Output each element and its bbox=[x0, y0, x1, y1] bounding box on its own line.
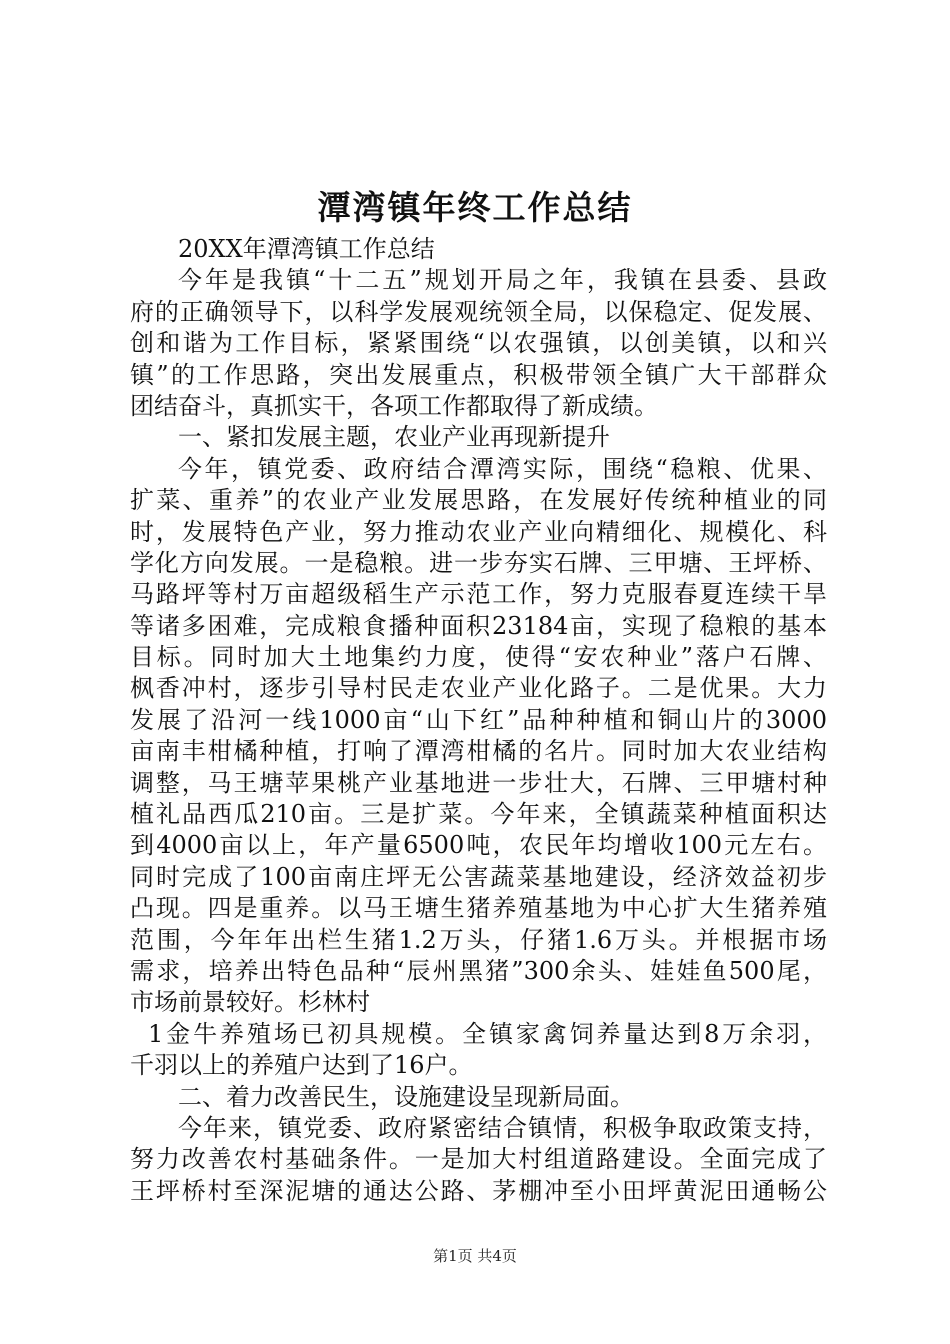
paragraph-line: 镇”的工作思路，突出发展重点，积极带领全镇广大干部群众 bbox=[130, 360, 827, 389]
paragraph-line: 亩南丰柑橘种植，打响了潭湾柑橘的名片。同时加大农业结构 bbox=[130, 737, 827, 766]
paragraph-line: 1金牛养殖场已初具规模。全镇家禽饲养量达到8万余羽， bbox=[148, 1019, 827, 1048]
paragraph-line: 市场前景较好。杉林村 bbox=[130, 988, 370, 1017]
paragraph-line: 今年，镇党委、政府结合潭湾实际，围绕“稳粮、优果、 bbox=[178, 454, 827, 483]
paragraph-line: 等诸多困难，完成粮食播种面积23184亩，实现了稳粮的基本 bbox=[130, 611, 827, 640]
paragraph-line: 枫香冲村，逐步引导村民走农业产业化路子。二是优果。大力 bbox=[130, 674, 827, 703]
paragraph-line: 时，发展特色产业，努力推动农业产业向精细化、规模化、科 bbox=[130, 517, 827, 546]
paragraph-line: 植礼品西瓜210亩。三是扩菜。今年来，全镇蔬菜种植面积达 bbox=[130, 800, 827, 829]
paragraph-line: 今年是我镇“十二五”规划开局之年，我镇在县委、县政 bbox=[178, 266, 827, 295]
subtitle-line: 20XX年潭湾镇工作总结 bbox=[178, 235, 435, 263]
paragraph-line: 创和谐为工作目标，紧紧围绕“以农强镇，以创美镇，以和兴 bbox=[130, 329, 827, 358]
paragraph-line: 范围，今年年出栏生猪1.2万头，仔猪1.6万头。并根据市场 bbox=[130, 925, 827, 954]
paragraph-line: 今年来，镇党委、政府紧密结合镇情，积极争取政策支持， bbox=[178, 1113, 827, 1142]
paragraph-line: 千羽以上的养殖户达到了16户。 bbox=[130, 1051, 473, 1080]
paragraph-line: 团结奋斗，真抓实干，各项工作都取得了新成绩。 bbox=[130, 391, 658, 420]
paragraph-line: 同时完成了100亩南庄坪无公害蔬菜基地建设，经济效益初步 bbox=[130, 862, 827, 891]
paragraph-line: 王坪桥村至深泥塘的通达公路、茅棚冲至小田坪黄泥田通畅公 bbox=[130, 1176, 827, 1205]
document-title: 潭湾镇年终工作总结 bbox=[317, 188, 633, 227]
section-heading: 二、着力改善民生，设施建设呈现新局面。 bbox=[178, 1082, 634, 1111]
paragraph-line: 需求，培养出特色品种“辰州黑猪”300余头、娃娃鱼500尾， bbox=[130, 956, 827, 985]
paragraph-line: 马路坪等村万亩超级稻生产示范工作，努力克服春夏连续干旱 bbox=[130, 580, 827, 609]
paragraph-line: 努力改善农村基础条件。一是加大村组道路建设。全面完成了 bbox=[130, 1145, 827, 1174]
paragraph-line: 发展了沿河一线1000亩“山下红”品种种植和铜山片的3000 bbox=[130, 705, 827, 734]
paragraph-line: 到4000亩以上，年产量6500吨，农民年均增收100元左右。 bbox=[130, 831, 827, 860]
document-body bbox=[130, 234, 827, 1207]
paragraph-line: 学化方向发展。一是稳粮。进一步夯实石牌、三甲塘、王坪桥、 bbox=[130, 548, 827, 577]
page-footer: 第1页 共4页 bbox=[433, 1247, 517, 1265]
paragraph-line: 目标。同时加大土地集约力度，使得“安农种业”落户石牌、 bbox=[130, 643, 827, 672]
paragraph-line: 凸现。四是重养。以马王塘生猪养殖基地为中心扩大生猪养殖 bbox=[130, 894, 827, 923]
paragraph-line: 府的正确领导下，以科学发展观统领全局，以保稳定、促发展、 bbox=[130, 297, 827, 326]
section-heading: 一、紧扣发展主题，农业产业再现新提升 bbox=[178, 423, 610, 452]
paragraph-line: 扩菜、重养”的农业产业发展思路，在发展好传统种植业的同 bbox=[130, 486, 827, 515]
paragraph-line: 调整，马王塘苹果桃产业基地进一步壮大，石牌、三甲塘村种 bbox=[130, 768, 827, 797]
